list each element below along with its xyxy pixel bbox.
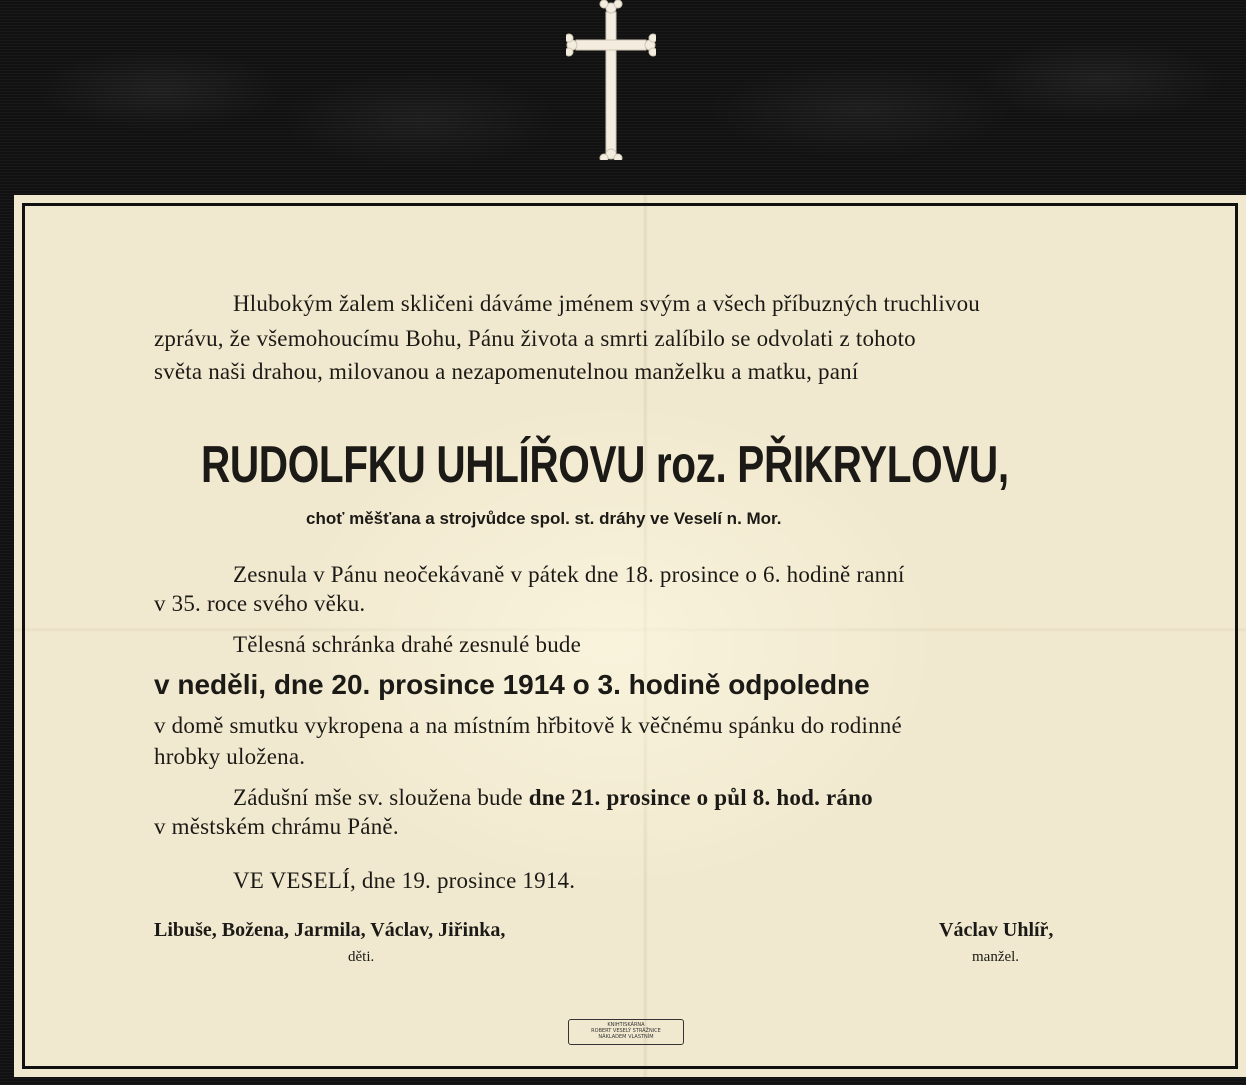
mass-prefix: Zádušní mše sv. sloužena bude [233, 785, 523, 810]
deceased-name: RUDOLFKU UHLÍŘOVU roz. PŘIKRYLOVU, [201, 436, 1009, 494]
burial-line-2: hrobky uložena. [154, 744, 306, 769]
death-line-1: Zesnula v Pánu neočekávaně v pátek dne 18. prosince o 6. hodině ranní [233, 562, 905, 587]
mass-date: dne 21. prosince o půl 8. hod. ráno [528, 785, 873, 810]
children-names: Libuše, Božena, Jarmila, Václav, Jiřinka, [154, 919, 506, 941]
children-role: děti. [348, 949, 375, 965]
body-intro: Tělesná schránka drahé zesnulé bude [233, 632, 582, 657]
intro-line-3: světa naši drahou, milovanou a nezapomenutelnou manželku a matku, paní [154, 359, 859, 384]
stamp-line-3: NÁKLADEM VLASTNÍM [598, 1034, 654, 1040]
paper-sheet [14, 195, 1246, 1077]
husband-role: manžel. [972, 949, 1020, 965]
husband-name: Václav Uhlíř, [939, 919, 1054, 941]
intro-line-1: Hlubokým žalem skličeni dáváme jménem svým a všech příbuzných truchlivou [233, 291, 981, 316]
intro-line-2: zprávu, že všemohoucímu Bohu, Pánu života a smrti zalíbilo se odvolati z tohoto [154, 326, 916, 351]
stamp-line-2: ROBERT VESELÝ STRÁŽNICE [591, 1028, 661, 1034]
funeral-date: v neděli, dne 20. prosince 1914 o 3. hodině odpoledne [154, 669, 870, 700]
printer-stamp [568, 1019, 684, 1045]
stamp-line-1: KNIHTISKÁRNA [607, 1022, 645, 1028]
mass-place: v městském chrámu Páně. [154, 814, 399, 839]
mass-line [233, 785, 873, 811]
cross-icon [566, 0, 656, 160]
place-date: VE VESELÍ, dne 19. prosince 1914. [233, 868, 576, 893]
deceased-subtitle: choť měšťana a strojvůdce spol. st. dráhy ve Veselí n. Mor. [306, 509, 782, 528]
death-line-2: v 35. roce svého věku. [154, 591, 366, 616]
burial-line-1: v domě smutku vykropena a na místním hřbitově k věčnému spánku do rodinné [154, 713, 902, 738]
